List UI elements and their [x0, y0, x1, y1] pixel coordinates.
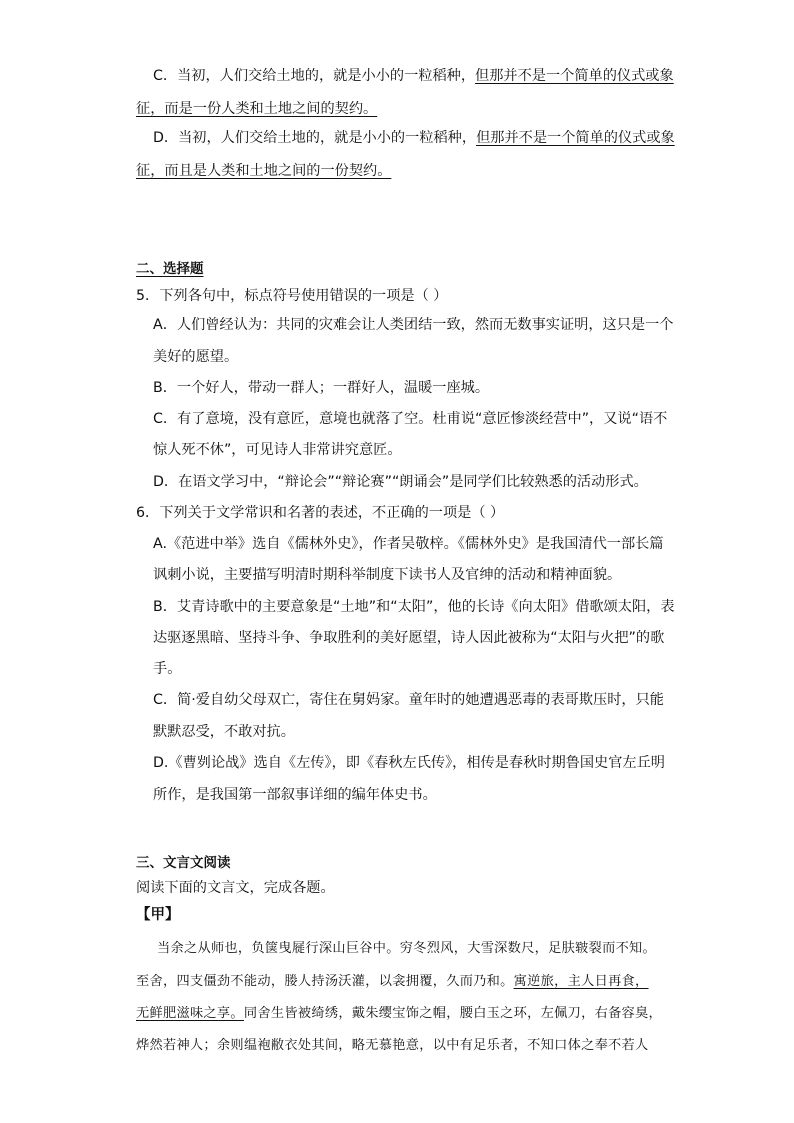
- question-5-option-c-line-1: C．有了意境，没有意匠，意境也就落了空。杜甫说“意匠惨淡经营中”，又说“语不: [153, 411, 668, 427]
- option-c-line-2: 征，而是一份人类和土地之间的契约。: [136, 101, 378, 117]
- question-5-option-a-line-1: A．人们曾经认为：共同的灾难会让人类团结一致，然而无数事实证明，这只是一个: [153, 317, 674, 333]
- passage-jia-line-4: 烨然若神人；余则缊袍敝衣处其间，略无慕艳意，以中有足乐者，不知口体之奉不若人: [136, 1038, 649, 1053]
- question-6-option-a-line-1: A.《范进中举》选自《儒林外史》，作者吴敬梓。《儒林外史》是我国清代一部长篇: [153, 536, 664, 552]
- question-6-option-c-line-1: C．简·爱自幼父母双亡，寄住在舅妈家。童年时的她遭遇恶毒的表哥欺压时，只能: [153, 692, 664, 708]
- passage-label-jia: 【甲】: [136, 907, 180, 923]
- option-c-text: C．当初，人们交给土地的，就是小小的一粒稻种，: [153, 68, 476, 84]
- question-6-option-c-line-2: 默默忍受，不敢对抗。: [153, 724, 295, 740]
- passage-jia-line-2: [136, 972, 649, 992]
- question-5-option-c-line-2: 惊人死不休”，可见诗人非常讲究意匠。: [153, 442, 402, 458]
- question-6-option-a-line-2: 讽刺小说，主要描写明清时期科举制度下读书人及官绅的活动和精神面貌。: [153, 567, 622, 583]
- question-6-option-b-line-3: 手。: [153, 661, 182, 677]
- question-5-option-b: B．一个好人，带动一群人；一群好人，温暖一座城。: [153, 380, 490, 396]
- passage-jia-line-2-underlined: 寓逆旅，主人日再食，: [513, 974, 649, 989]
- passage-jia-line-3-underlined: 无鲜肥滋味之享。: [136, 1006, 244, 1021]
- question-6-option-b-line-1: B．艾青诗歌中的主要意象是“土地”和“太阳”，他的长诗《向太阳》借歌颂太阳，表: [153, 599, 675, 615]
- passage-jia-line-1: 当余之从师也，负箧曳屣行深山巨谷中。穷冬烈风，大雪深数尺，足肤皲裂而不知。: [157, 941, 657, 956]
- question-6-option-d-line-2: 所作，是我国第一部叙事详细的编年体史书。: [153, 787, 437, 803]
- question-5-option-d: D．在语文学习中，“辩论会”“辩论赛”“朗诵会”是同学们比较熟悉的活动形式。: [153, 474, 648, 490]
- passage-jia-line-3-plain: 同舍生皆被绮绣，戴朱缨宝饰之帽，腰白玉之环，左佩刀，右备容臭，: [243, 1006, 663, 1021]
- passage-jia-line-3: [136, 1004, 662, 1024]
- option-c-line-1: [153, 66, 674, 86]
- question-5-option-a-line-2: 美好的愿望。: [153, 349, 239, 365]
- question-6-option-d-line-1: D.《曹刿论战》选自《左传》，即《春秋左氏传》，相传是春秋时期鲁国史官左丘明: [153, 755, 665, 771]
- option-d-line-1: [153, 128, 675, 148]
- option-c-underlined-text: 但那并不是一个简单的仪式或象: [475, 68, 674, 84]
- section-heading-classical-reading: 三、文言文阅读: [136, 855, 231, 871]
- question-6-option-b-line-2: 达驱逐黑暗、坚持斗争、争取胜利的美好愿望，诗人因此被称为“太阳与火把”的歌: [153, 630, 665, 646]
- passage-jia-line-2-plain: 至舍，四支僵劲不能动，媵人持汤沃灌，以衾拥覆，久而乃和。: [136, 974, 514, 989]
- section-heading-choice: 二、选择题: [136, 261, 204, 277]
- reading-instruction: 阅读下面的文言文，完成各题。: [136, 880, 335, 896]
- question-6-stem: 6．下列关于文学常识和名著的表述，不正确的一项是（ ）: [136, 505, 505, 521]
- question-5-stem: 5．下列各句中，标点符号使用错误的一项是（ ）: [136, 288, 448, 304]
- option-d-line-2: 征，而且是人类和土地之间的一份契约。: [136, 163, 392, 179]
- option-d-text: D．当初，人们交给土地的，就是小小的一粒稻种，: [153, 130, 477, 146]
- option-d-underlined-text: 但那并不是一个简单的仪式或象: [476, 130, 675, 146]
